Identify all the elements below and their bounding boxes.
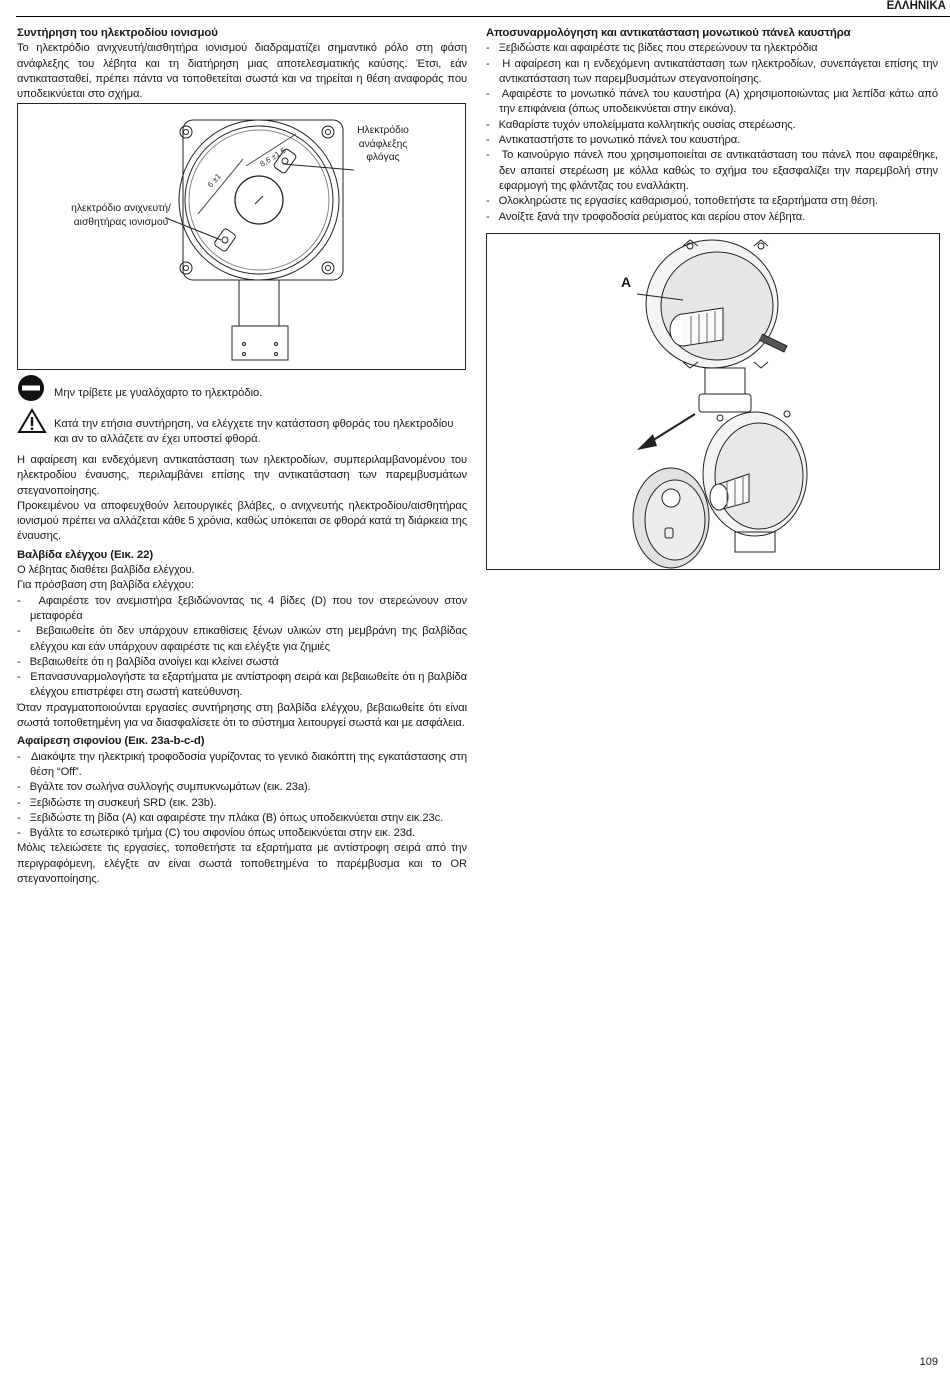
left-column-bottom <box>17 453 467 887</box>
notice-text-sandpaper: Μην τρίβετε με γυαλόχαρτο το ηλεκτρόδιο. <box>54 387 263 399</box>
section-title-check-valve: Βαλβίδα ελέγχου (Εικ. 22) <box>17 548 154 561</box>
label-A: A <box>620 274 632 290</box>
list-item: - Αφαιρέστε το μονωτικό πάνελ του καυστήρα (A) χρησιμοποιώντας μια λεπίδα κάτω από την επιφάνεια (όπως υποδεικνύεται στην εικόνα). <box>486 88 938 116</box>
burner-panel-drawing <box>487 234 939 569</box>
list-item: - Βεβαιωθείτε ότι δεν υπάρχουν επικαθίσεις ξένων υλικών στη μεμβράνη της βαλβίδας ελέγχου και εάν υπάρχουν αφαιρέστε τις και ελέγξτε για ζημιές <box>17 625 467 653</box>
notice-text-annual: Κατά την ετήσια συντήρηση, να ελέγχετε την κατάσταση φθοράς του ηλεκτροδίου και αν το αλλάζετε αν έχει υποστεί φθορά. <box>54 418 454 446</box>
language-label: ΕΛΛΗΝΙΚΑ <box>866 0 950 17</box>
list-item: - Βεβαιωθείτε ότι η βαλβίδα ανοίγει και κλείνει σωστά <box>17 655 279 668</box>
list-item: - Επανασυναρμολογήστε τα εξαρτήματα με αντίστροφη σειρά και βεβαιωθείτε ότι η βαλβίδα ελέγχου επιστρέφει στη σωστή κατεύθυνση. <box>17 671 467 699</box>
list-item: - Αφαιρέστε τον ανεμιστήρα ξεβιδώνοντας τις 4 βίδες (D) που τον στερεώνουν στον μεταφορέα <box>17 594 467 622</box>
list-item: - Καθαρίστε τυχόν υπολείμματα κολλητικής ουσίας στερέωσης. <box>486 118 796 131</box>
header-rule <box>16 16 938 17</box>
check-valve-line2: Για πρόσβαση στη βαλβίδα ελέγχου: <box>17 579 194 592</box>
siphon-para: Μόλις τελειώσετε τις εργασίες, τοποθετήστε τα εξαρτήματα με αντίστροφη σειρά από την περιγραφόμενη, ελέγξτε αν είναι σωστά τοποθετημένα το παρέμβυσμα και το OR στεγανοποίησης. <box>17 842 467 886</box>
label-ignition-electrode: Ηλεκτρόδιο ανάφλεξης φλόγας <box>357 125 409 163</box>
list-item: - Βγάλτε τον σωλήνα συλλογής συμπυκνωμάτων (εικ. 23a). <box>17 781 311 794</box>
list-item: - Αντικαταστήστε το μονωτικό πάνελ του καυστήρα. <box>486 134 741 147</box>
prohibition-icon <box>17 374 45 402</box>
list-item: - Ξεβιδώστε τη βίδα (A) και αφαιρέστε την πλάκα (B) όπως υποδεικνύεται στην εικ.23c. <box>17 811 444 824</box>
dimension-ionization: 6 ±1 <box>205 171 223 190</box>
list-item: - Ανοίξτε ξανά την τροφοδοσία ρεύματος και αερίου στον λέβητα. <box>486 210 806 223</box>
check-valve-line1: Ο λέβητας διαθέτει βαλβίδα ελέγχου. <box>17 564 195 577</box>
notice-no-sandpaper <box>17 379 467 401</box>
left-column-top <box>17 26 467 102</box>
notice-annual-check <box>17 408 467 446</box>
check-valve-para: Όταν πραγματοποιούνται εργασίες συντήρησης στη βαλβίδα ελέγχου, βεβαιωθείτε ότι είναι σωστά τοποθετημένη για να διασφαλίσετε ότι το σύστημα λειτουργεί σωστά και με ασφάλεια. <box>17 701 467 730</box>
list-item: - Η αφαίρεση και η ενδεχόμενη αντικατάσταση των ηλεκτροδίων, συνεπάγεται επίσης την αντικατάσταση των παρεμβυσμάτων στεγανοποίησης. <box>486 57 938 85</box>
section-title-siphon: Αφαίρεση σιφονίου (Εικ. 23a-b-c-d) <box>17 735 205 748</box>
page-number: 109 <box>919 1356 938 1368</box>
paragraph-electrode-removal: Η αφαίρεση και ενδεχόμενη αντικατάσταση των ηλεκτροδίων, συμπεριλαμβανομένου του ηλεκτροδίου έναυσης, περιλαμβάνει επίσης την αντικατάσταση των παρεμβυσμάτων στεγανοποίησης. <box>17 454 467 497</box>
paragraph-ionization: Το ηλεκτρόδιο ανιχνευτή/αισθητήρα ιονισμού διαδραματίζει σημαντικό ρόλο στη φάση ανάφλεξης του λέβητα και τη διατήρηση μιας αποτελεσματικής καύσης. Έτσι, εάν αντικατασταθεί, πρέπει πάντα να τοποθετείται σωστά και να τηρείται η θέση αναφοράς που υποδεικνύεται στο σχήμα. <box>17 42 467 101</box>
dimension-ignition: 8,6 ±1,5 <box>258 145 288 169</box>
paragraph-5-years: Προκειμένου να αποφευχθούν λειτουργικές βλάβες, ο ανιχνευτής ηλεκτροδίου/αισθητήρας ιονισμού πρέπει να αλλάζεται κάθε 5 χρόνια, καθώς υπόκειται σε φθορά κατά τη διάρκεια της έναυσης. <box>17 499 467 543</box>
list-item: - Το καινούργιο πάνελ που χρησιμοποιείται σε αντικατάσταση του πάνελ που αφαιρέθηκε, δεν απαιτεί στερέωση με κόλλα καθώς το σχήμα του εξασφαλίζει την παρεμβολή στην εφαρμογή της φλάντζας του εναλλάκτη. <box>486 149 938 192</box>
section-title-burner-panel: Αποσυναρμολόγηση και αντικατάσταση μονωτικού πάνελ καυστήρα <box>486 27 851 39</box>
list-item: - Ξεβιδώστε και αφαιρέστε τις βίδες που στερεώνουν τα ηλεκτρόδια <box>486 42 818 55</box>
label-ionization-electrode: ηλεκτρόδιο ανιχνευτή/ αισθητήρας ιονισμού <box>71 203 171 228</box>
figure-electrodes <box>17 103 466 370</box>
section-title-ionization: Συντήρηση του ηλεκτροδίου ιονισμού <box>17 27 218 39</box>
figure-burner-panel <box>486 233 940 570</box>
list-item: - Ξεβιδώστε τη συσκευή SRD (εικ. 23b). <box>17 796 217 809</box>
warning-icon <box>17 408 47 434</box>
right-column <box>486 26 938 225</box>
list-item: - Διακόψτε την ηλεκτρική τροφοδοσία γυρίζοντας το γενικό διακόπτη της εγκατάστασης στη θέση “Off”. <box>17 750 467 778</box>
list-item: - Βγάλτε το εσωτερικό τμήμα (C) του σιφονίου όπως υποδεικνύεται στην εικ. 23d. <box>17 827 416 840</box>
list-item: - Ολοκληρώστε τις εργασίες καθαρισμού, τοποθετήστε τα εξαρτήματα στη θέση. <box>486 195 878 208</box>
